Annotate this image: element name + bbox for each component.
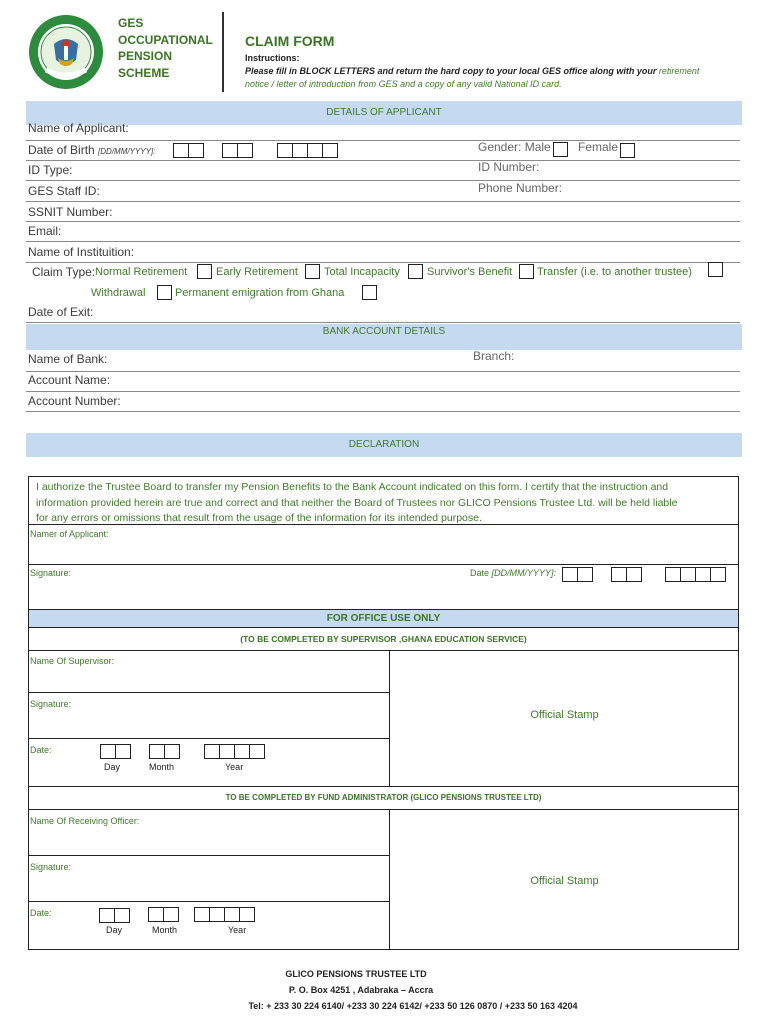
- claim-early-retirement-label: Early Retirement: [216, 266, 298, 278]
- office-divider: [28, 650, 739, 651]
- receiving-officer-label: Name Of Receiving Officer:: [30, 816, 140, 826]
- section-header-declaration: DECLARATION: [26, 433, 742, 457]
- declaration-signature-label: Signature:: [30, 568, 72, 578]
- name-of-bank-label: Name of Bank:: [28, 352, 108, 366]
- email-label: Email:: [28, 224, 62, 238]
- claim-emigration-checkbox[interactable]: [362, 285, 377, 300]
- instructions-line-2: notice / letter of introduction from GES and a copy of any valid National ID card.: [245, 79, 562, 89]
- row-line: [26, 160, 740, 161]
- scheme-name-line: OCCUPATIONAL: [118, 32, 213, 47]
- supervisor-date-year-field[interactable]: [204, 744, 265, 759]
- declaration-text: [36, 480, 677, 527]
- officer-date-label: Date:: [30, 908, 52, 918]
- ssnit-number-label: SSNIT Number:: [28, 205, 113, 219]
- supervisor-signature-label: Signature:: [30, 699, 72, 709]
- declaration-date-label: [470, 568, 556, 578]
- claim-withdrawal-checkbox[interactable]: [157, 285, 172, 300]
- claim-early-retirement-checkbox[interactable]: [305, 264, 320, 279]
- declaration-text-line: information provided herein are true and correct and that neither the Board of Trustees nor GLICO Pensions Trustee Ltd. will be held liable: [36, 496, 678, 509]
- footer-company: GLICO PENSIONS TRUSTEE LTD: [285, 969, 427, 979]
- dob-year-field[interactable]: [277, 143, 338, 158]
- form-title: CLAIM FORM: [245, 33, 335, 49]
- claim-normal-retirement-checkbox[interactable]: [197, 264, 212, 279]
- declaration-date-month-field[interactable]: [611, 567, 642, 582]
- officer-date-year-field[interactable]: [194, 907, 255, 922]
- supervisor-date-day-field[interactable]: [100, 744, 131, 759]
- claim-survivors-benefit-label: Survivor's Benefit: [427, 266, 513, 278]
- office-divider: [28, 692, 389, 693]
- office-divider: [28, 809, 739, 810]
- declaration-applicant-name-label: Namer of Applicant:: [30, 529, 109, 539]
- office-divider: [28, 901, 389, 902]
- claim-transfer-label: Transfer (i.e. to another trustee): [537, 266, 692, 278]
- instructions-highlight: retirement: [658, 66, 700, 76]
- row-line: [26, 180, 740, 181]
- claim-survivors-benefit-checkbox[interactable]: [519, 264, 534, 279]
- official-stamp-label: Official Stamp: [530, 709, 599, 721]
- row-line: [26, 140, 740, 141]
- instructions-line-1: [245, 66, 699, 76]
- row-line: [26, 391, 740, 392]
- office-divider: [28, 855, 389, 856]
- date-of-birth-label: [28, 143, 155, 157]
- claim-total-incapacity-label: Total Incapacity: [324, 266, 400, 278]
- declaration-date-day-field[interactable]: [562, 567, 593, 582]
- row-line: [26, 371, 740, 372]
- fund-admin-section-heading: TO BE COMPLETED BY FUND ADMINISTRATOR (GLICO PENSIONS TRUSTEE LTD): [225, 793, 542, 802]
- date-format-hint: [DD/MM/YYYY]:: [98, 147, 156, 156]
- row-line: [26, 262, 740, 263]
- supervisor-date-month-field[interactable]: [149, 744, 180, 759]
- scheme-logo: [28, 14, 104, 90]
- branch-label: Branch:: [473, 349, 515, 363]
- id-type-label: ID Type:: [28, 163, 73, 177]
- claim-transfer-checkbox[interactable]: [708, 262, 723, 277]
- office-use-title: FOR OFFICE USE ONLY: [29, 610, 738, 627]
- date-of-exit-label: Date of Exit:: [28, 305, 94, 319]
- supervisor-date-label: Date:: [30, 745, 52, 755]
- instructions-text: Please fill in BLOCK LETTERS and return the hard copy to your local GES office along with your: [245, 66, 657, 76]
- officer-signature-label: Signature:: [30, 862, 72, 872]
- office-use-frame: [28, 609, 739, 950]
- gender-male-checkbox[interactable]: [553, 142, 568, 157]
- declaration-date-text: Date: [470, 568, 490, 578]
- declaration-date-year-field[interactable]: [665, 567, 726, 582]
- phone-number-label: Phone Number:: [478, 181, 563, 195]
- claim-total-incapacity-checkbox[interactable]: [408, 264, 423, 279]
- day-caption: Day: [104, 762, 121, 772]
- month-caption: Month: [149, 762, 175, 772]
- footer-telephone: Tel: + 233 30 224 6140/ +233 30 224 6142/ +233 50 126 0870 / +233 50 163 4204: [248, 1001, 578, 1011]
- declaration-text-line: for any errors or omissions that result from the usage of the information for its intended purpose.: [36, 512, 482, 524]
- year-caption: Year: [228, 925, 247, 935]
- gender-female-checkbox[interactable]: [620, 143, 635, 158]
- month-caption: Month: [152, 925, 178, 935]
- officer-date-month-field[interactable]: [148, 907, 179, 922]
- footer-address: P. O. Box 4251 , Adabraka – Accra: [288, 985, 434, 995]
- scheme-name-line: GES: [118, 16, 144, 30]
- account-number-label: Account Number:: [28, 394, 121, 408]
- scheme-name: [118, 15, 213, 81]
- date-of-birth-text: Date of Birth: [28, 143, 95, 157]
- account-name-label: Account Name:: [28, 373, 111, 387]
- day-caption: Day: [106, 925, 123, 935]
- officer-date-day-field[interactable]: [99, 908, 130, 923]
- declaration-date-format: [DD/MM/YYYY]:: [491, 568, 557, 578]
- dob-day-field[interactable]: [173, 143, 204, 158]
- id-number-label: ID Number:: [478, 160, 540, 174]
- institution-label: Name of Instituition:: [28, 245, 135, 259]
- section-header-bank: BANK ACCOUNT DETAILS: [26, 324, 742, 350]
- row-line: [26, 241, 740, 242]
- dob-month-field[interactable]: [222, 143, 253, 158]
- scheme-name-line: PENSION: [118, 49, 173, 63]
- declaration-divider: [28, 524, 739, 525]
- scheme-name-line: SCHEME: [118, 65, 170, 80]
- supervisor-name-label: Name Of Supervisor:: [30, 656, 115, 666]
- official-stamp-label: Official Stamp: [530, 875, 599, 887]
- gender-female-label: Female: [578, 140, 619, 154]
- header-divider: [222, 12, 224, 92]
- year-caption: Year: [225, 762, 244, 772]
- row-line: [26, 322, 740, 323]
- supervisor-section-heading: (TO BE COMPLETED BY SUPERVISOR ,GHANA EDUCATION SERVICE): [240, 634, 527, 644]
- section-header-applicant: DETAILS OF APPLICANT: [26, 101, 742, 125]
- claim-type-label: Claim Type:: [32, 265, 96, 279]
- claim-normal-retirement-label: Normal Retirement: [95, 266, 188, 278]
- declaration-divider: [28, 564, 739, 565]
- office-divider: [28, 738, 389, 739]
- claim-withdrawal-label: Withdrawal: [91, 287, 146, 299]
- row-line: [26, 221, 740, 222]
- name-of-applicant-label: Name of Applicant:: [28, 121, 129, 135]
- gender-male-label: Gender: Male: [478, 140, 551, 154]
- declaration-text-line: I authorize the Trustee Board to transfer my Pension Benefits to the Bank Account indicated on this form. I certify that the instruction and: [36, 481, 669, 493]
- ges-staff-id-label: GES Staff ID:: [28, 184, 100, 198]
- claim-emigration-label: Permanent emigration from Ghana: [175, 287, 345, 299]
- instructions-label: Instructions:: [245, 53, 300, 63]
- row-line: [26, 201, 740, 202]
- row-line: [26, 411, 740, 412]
